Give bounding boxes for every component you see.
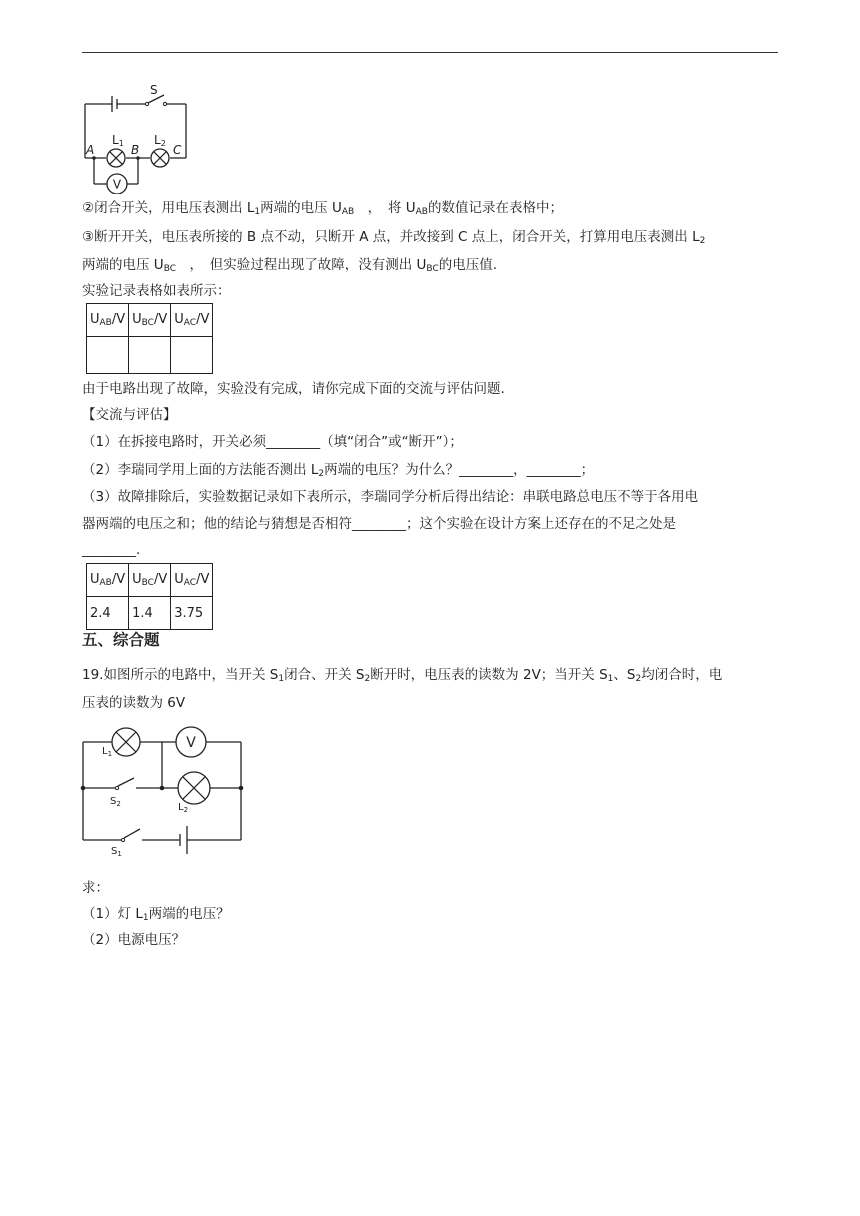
step3-text-line2: 两端的电压 $U_{BC}$ ， 但实验过程出现了故障，没有测出 $U_{BC}$的电压值.: [82, 257, 498, 274]
step2-text: ②闭合开关，用电压表测出 $L_1$两端的电压 $U_{AB}$ ， 将 $U_{AB}$的数值记录在表格中；: [82, 200, 563, 217]
ask-1: （1）灯 $L_1$两端的电压？: [82, 906, 230, 923]
header-uac: $U_{AC}/V$: [171, 304, 213, 337]
point-b-label: B: [131, 143, 140, 157]
question-3-line2: 器两端的电压之和；他的结论与猜想是否相符________；这个实验在设计方案上还存在的不足之处是: [82, 516, 676, 532]
ask-label: 求：: [82, 880, 109, 896]
l1-label: L1: [112, 133, 124, 148]
cell-uac: [171, 337, 213, 374]
switch-label: S: [150, 83, 158, 97]
ask-2: （2）电源电压？: [82, 932, 186, 948]
table-row: [87, 564, 213, 597]
circuit-diagram-2: [78, 722, 248, 862]
question-3-line3: ________.: [82, 542, 141, 558]
voltmeter-label: V: [186, 735, 196, 751]
lamp-l2-icon: [178, 772, 210, 804]
table-intro: 实验记录表格如表所示：: [82, 283, 231, 299]
question-1: （1）在拆接电路时，开关必须________（填“闭合”或“断开”）；: [82, 434, 463, 450]
cell-ubc: 1.4: [129, 597, 171, 630]
question-3-line1: （3）故障排除后，实验数据记录如下表所示，李瑞同学分析后得出结论：串联电路总电压不等于各用电: [82, 489, 699, 505]
header-uac: $U_{AC}/V$: [171, 564, 213, 597]
cell-uab: 2.4: [87, 597, 129, 630]
circuit-diagram-1: [80, 82, 195, 194]
section-5-heading: 五、综合题: [82, 631, 160, 649]
point-c-label: C: [173, 143, 182, 157]
cell-uac: 3.75: [171, 597, 213, 630]
s2-label: $S_2$: [110, 796, 121, 808]
point-a-label: A: [86, 143, 95, 157]
voltmeter-label: V: [112, 177, 122, 192]
header-ubc: $U_{BC}/V$: [129, 564, 171, 597]
table-row: [87, 304, 213, 337]
question-19-line2: 压表的读数为 6V: [82, 695, 186, 711]
record-table-empty: [86, 303, 213, 374]
header-uab: $U_{AB}/V$: [87, 304, 129, 337]
switch-s1-blade: [124, 829, 140, 838]
l1-label: $L_1$: [102, 746, 113, 758]
question-19-line1: 19.如图所示的电路中，当开关 $S_1$闭合、开关 $S_2$断开时，电压表的读数为 2V；当开关 $S_1$、$S_2$均闭合时，电: [82, 667, 723, 684]
s1-label: $S_1$: [111, 846, 122, 858]
table-row: [87, 597, 213, 630]
cell-uab: [87, 337, 129, 374]
lamp-l1-icon: [112, 728, 140, 756]
question-2: （2）李瑞同学用上面的方法能否测出 $L_2$两端的电压？为什么？________，________；: [82, 462, 595, 479]
header-ubc: $U_{BC}/V$: [129, 304, 171, 337]
header-rule: [82, 52, 778, 53]
fault-line: 由于电路出现了故障，实验没有完成，请你完成下面的交流与评估问题.: [82, 381, 505, 397]
header-uab: $U_{AB}/V$: [87, 564, 129, 597]
step3-text-line1: ③断开开关，电压表所接的 B 点不动，只断开 A 点，并改接到 C 点上，闭合开关，打算用电压表测出 $L_2$: [82, 229, 706, 246]
switch-s2-blade: [118, 778, 134, 786]
section-eval-heading: 【交流与评估】: [82, 407, 177, 423]
l2-label: $L_2$: [178, 802, 189, 814]
l2-label: L2: [154, 133, 166, 148]
lamp-l1-icon: [107, 149, 125, 167]
cell-ubc: [129, 337, 171, 374]
lamp-l2-icon: [151, 149, 169, 167]
table-row: [87, 337, 213, 374]
record-table-data: [86, 563, 213, 630]
